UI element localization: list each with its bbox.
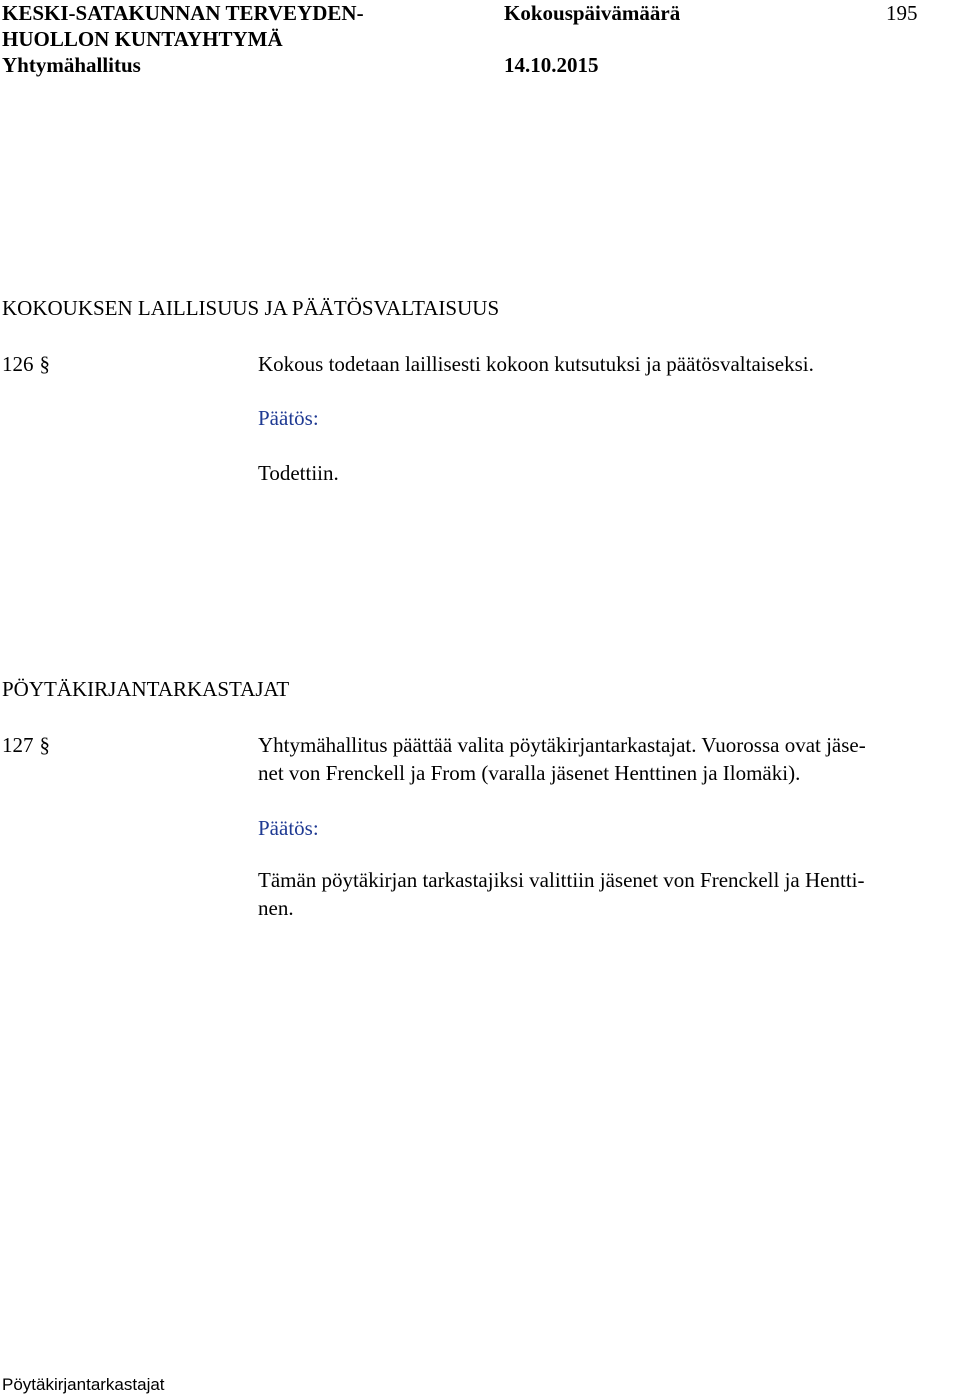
item-text-126 (258, 350, 814, 378)
section-title-126: KOKOUKSEN LAILLISUUS JA PÄÄTÖSVALTAISUUS (2, 296, 500, 320)
item-number-126 (2, 350, 50, 378)
board-name: Yhtymähallitus (2, 53, 141, 77)
decision-text-126 (258, 459, 339, 487)
item-number: 126 (2, 352, 34, 376)
item-text-line: net von Frenckell ja From (varalla jäsenet Henttinen ja Ilomäki). (258, 761, 801, 785)
organization-name-line2: HUOLLON KUNTAYHTYMÄ (2, 27, 283, 51)
section-sign: § (39, 733, 50, 757)
page-number: 195 (886, 1, 918, 25)
organization-name (2, 0, 364, 52)
decision-label-126: Päätös: (258, 406, 319, 430)
decision-text-127 (258, 866, 865, 922)
meeting-date: 14.10.2015 (504, 53, 599, 77)
decision-text-line: Todettiin. (258, 461, 339, 485)
organization-name-line1: KESKI-SATAKUNNAN TERVEYDEN- (2, 1, 364, 25)
meeting-date-label: Kokouspäivämäärä (504, 1, 681, 25)
section-title-127: PÖYTÄKIRJANTARKASTAJAT (2, 677, 290, 701)
item-number-127 (2, 731, 50, 759)
item-text-127 (258, 731, 866, 787)
decision-text-line: nen. (258, 896, 294, 920)
item-text-line: Yhtymähallitus päättää valita pöytäkirjantarkastajat. Vuorossa ovat jäse- (258, 733, 866, 757)
section-sign: § (39, 352, 50, 376)
item-number: 127 (2, 733, 34, 757)
decision-label-127: Päätös: (258, 816, 319, 840)
footer-reviewers-label: Pöytäkirjantarkastajat (2, 1375, 165, 1394)
item-text-line: Kokous todetaan laillisesti kokoon kutsutuksi ja päätösvaltaiseksi. (258, 352, 814, 376)
decision-text-line: Tämän pöytäkirjan tarkastajiksi valittiin jäsenet von Frenckell ja Hentti- (258, 868, 865, 892)
